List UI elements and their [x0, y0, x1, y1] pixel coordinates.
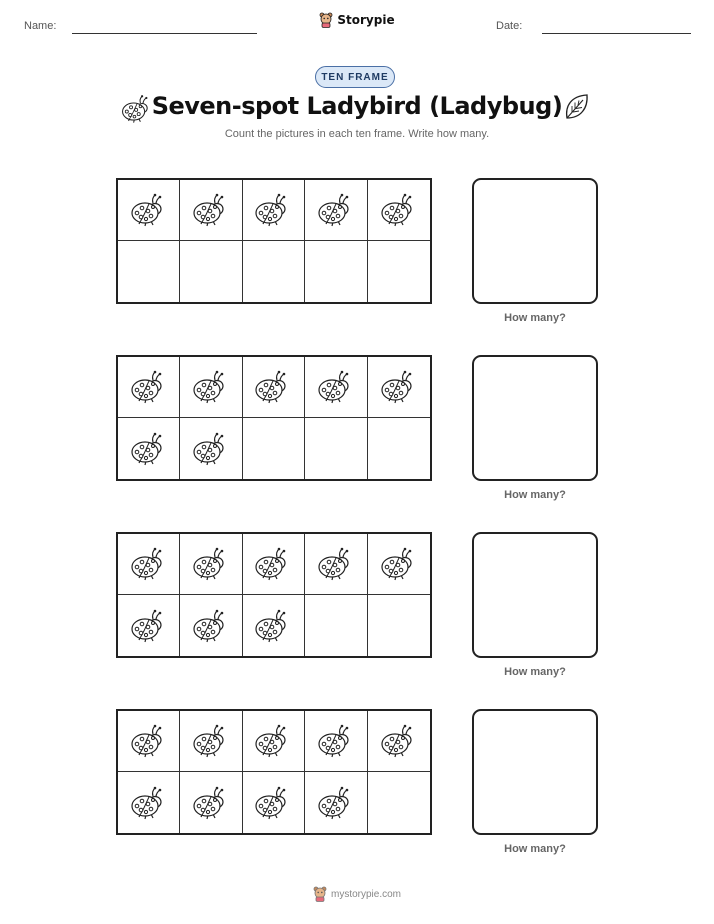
how-many-label: How many?: [504, 843, 566, 855]
instructions: Count the pictures in each ten frame. Write how many.: [224, 128, 490, 140]
ten-frame-cell: [368, 534, 430, 595]
ladybug-icon: [253, 370, 293, 404]
ten-frame-cell: [243, 595, 305, 656]
ladybug-icon: [191, 609, 231, 643]
ten-frame-cell: [368, 772, 430, 833]
ten-frame-cell: [180, 241, 242, 302]
ladybug-icon: [129, 786, 169, 820]
answer-box[interactable]: [472, 178, 598, 304]
how-many-label: How many?: [504, 666, 566, 678]
ladybug-icon: [191, 724, 231, 758]
ten-frame-cell: [243, 772, 305, 833]
ten-frame-cell: [180, 180, 242, 241]
ladybug-icon: [191, 193, 231, 227]
ten-frame-cell: [118, 241, 180, 302]
ten-frame-cell: [368, 241, 430, 302]
ten-frame-cell: [305, 418, 367, 479]
bear-logo-icon: [313, 886, 327, 902]
ten-frame-cell: [305, 595, 367, 656]
category-badge: TEN FRAME: [315, 66, 395, 88]
ladybug-icon: [379, 724, 419, 758]
bear-logo-icon: [319, 12, 333, 28]
ten-frame-cell: [305, 241, 367, 302]
how-many-label: How many?: [504, 312, 566, 324]
ten-frame-cell: [368, 418, 430, 479]
ladybug-icon: [191, 432, 231, 466]
ladybug-icon: [129, 724, 169, 758]
brand: [0, 12, 714, 28]
ladybug-icon: [379, 547, 419, 581]
ladybug-icon: [316, 370, 356, 404]
ladybug-icon: [129, 370, 169, 404]
ten-frame-cell: [118, 595, 180, 656]
answer-box[interactable]: [472, 709, 598, 835]
ten-frame-cell: [368, 711, 430, 772]
ten-frame-cell: [180, 534, 242, 595]
ten-frame: [116, 178, 432, 304]
footer-site: mystorypie.com: [330, 888, 401, 900]
ladybug-icon: [316, 724, 356, 758]
ten-frame-cell: [368, 595, 430, 656]
ladybug-icon: [253, 786, 293, 820]
ten-frame-cell: [305, 534, 367, 595]
ten-frame-cell: [305, 772, 367, 833]
leaf-icon: [563, 92, 591, 122]
date-label: Date:: [496, 20, 523, 32]
answer-box[interactable]: [472, 532, 598, 658]
ladybug-icon: [129, 547, 169, 581]
ten-frame: [116, 532, 432, 658]
ladybug-icon: [253, 193, 293, 227]
ladybug-icon: [316, 193, 356, 227]
page-title: Seven-spot Ladybird (Ladybug): [151, 92, 563, 120]
ten-frame-cell: [180, 595, 242, 656]
ten-frame-cell: [180, 772, 242, 833]
ladybug-icon: [253, 547, 293, 581]
ten-frame-cell: [243, 534, 305, 595]
name-label: Name:: [24, 20, 57, 32]
ten-frame: [116, 355, 432, 481]
ladybug-icon: [191, 370, 231, 404]
ten-frame-cell: [118, 357, 180, 418]
ten-frame-cell: [305, 180, 367, 241]
footer: [0, 886, 714, 902]
ladybug-icon: [253, 724, 293, 758]
ten-frame-cell: [305, 711, 367, 772]
ladybug-icon: [129, 193, 169, 227]
ladybug-icon: [191, 547, 231, 581]
ten-frame-cell: [118, 180, 180, 241]
ladybug-icon: [253, 609, 293, 643]
ten-frame-cell: [243, 418, 305, 479]
ten-frame-cell: [118, 711, 180, 772]
ten-frame: [116, 709, 432, 835]
ten-frame-cell: [243, 711, 305, 772]
ten-frame-cell: [243, 241, 305, 302]
ladybug-icon: [129, 432, 169, 466]
name-line: [72, 33, 257, 34]
ten-frame-cell: [118, 772, 180, 833]
ten-frame-cell: [368, 180, 430, 241]
ten-frame-cell: [368, 357, 430, 418]
ten-frame-cell: [180, 418, 242, 479]
ten-frame-cell: [118, 418, 180, 479]
answer-box[interactable]: [472, 355, 598, 481]
ladybug-icon: [191, 786, 231, 820]
ten-frame-cell: [180, 711, 242, 772]
how-many-label: How many?: [504, 489, 566, 501]
brand-name: Storypie: [337, 13, 395, 27]
date-line: [542, 33, 691, 34]
ladybug-icon: [316, 547, 356, 581]
ten-frame-cell: [243, 357, 305, 418]
ladybug-icon: [379, 193, 419, 227]
ten-frame-cell: [305, 357, 367, 418]
ladybug-icon: [379, 370, 419, 404]
ladybug-icon: [129, 609, 169, 643]
ten-frame-cell: [118, 534, 180, 595]
ten-frame-cell: [180, 357, 242, 418]
ten-frame-cell: [243, 180, 305, 241]
ladybug-icon: [316, 786, 356, 820]
